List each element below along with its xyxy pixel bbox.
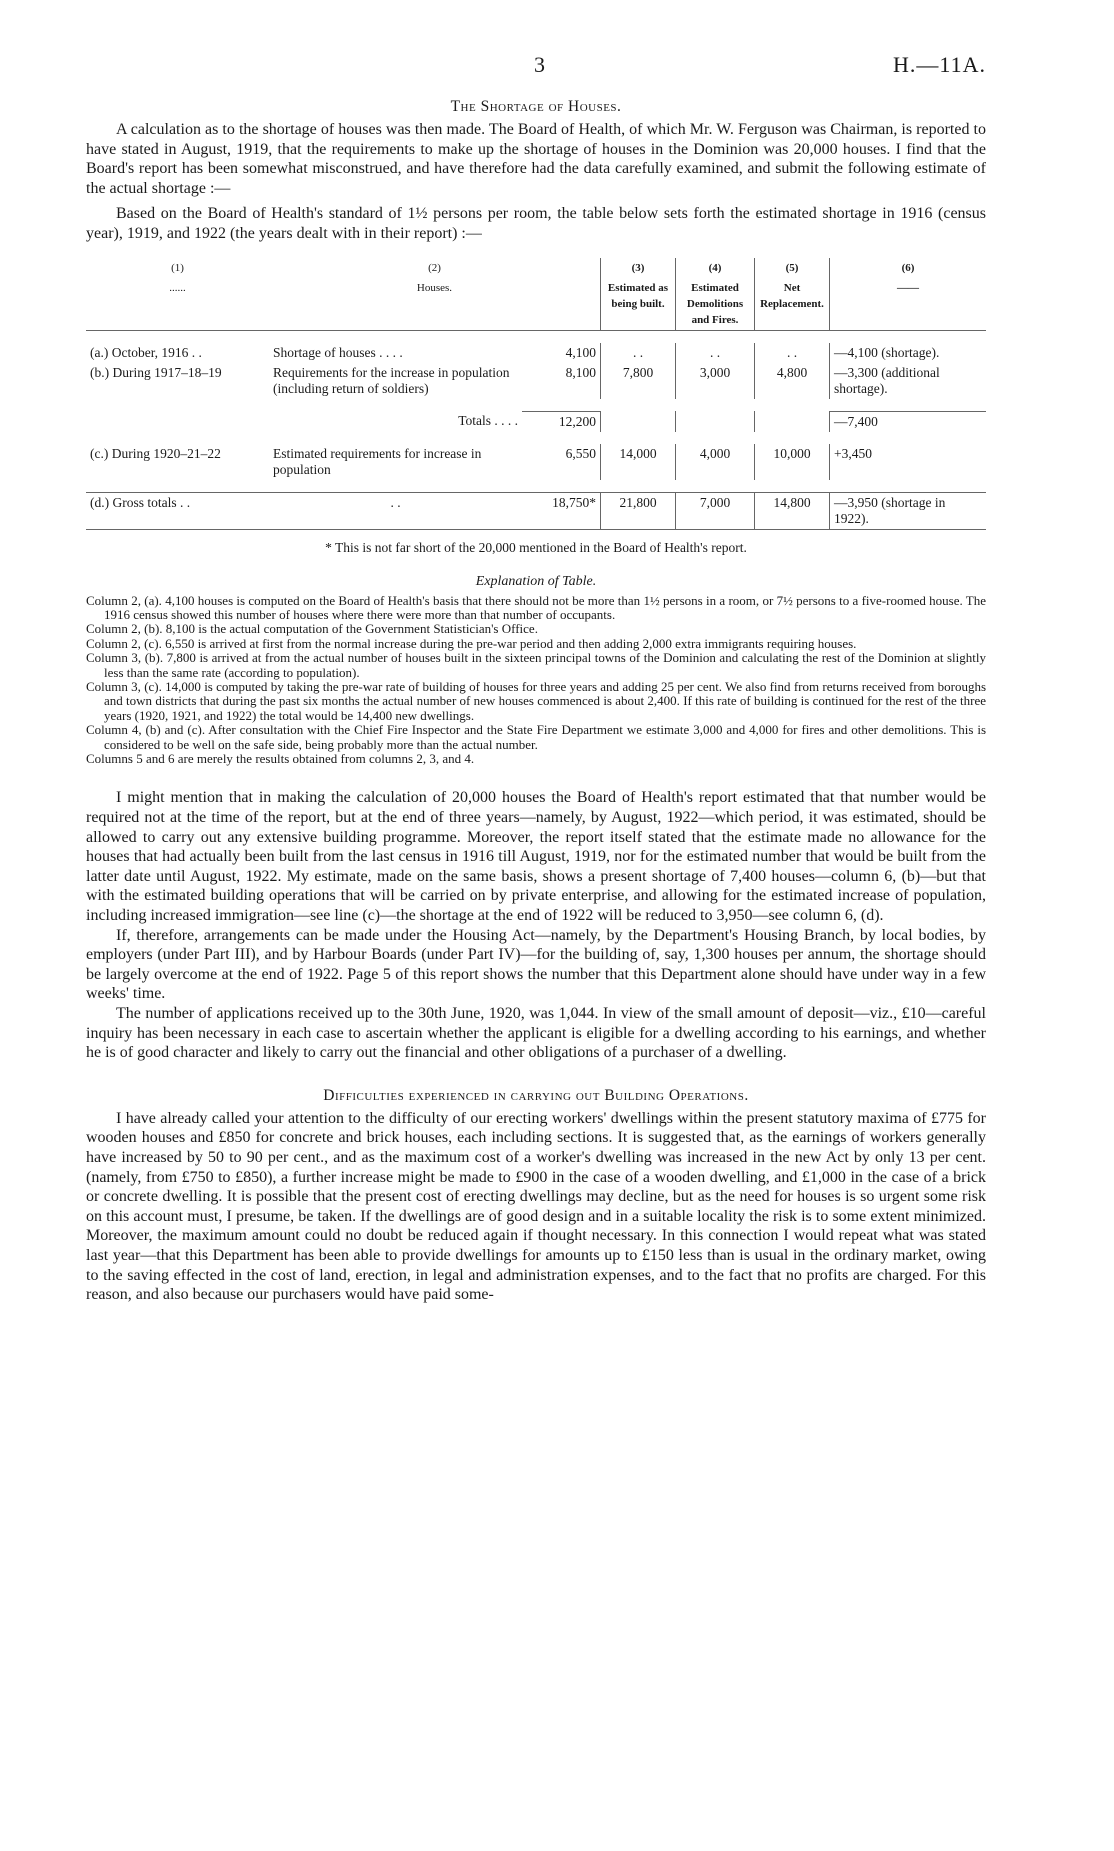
row-col4: . .	[676, 343, 755, 363]
row-description: Estimated requirements for increase in population	[273, 445, 482, 477]
col-header-4: Estimated Demolitions and Fires.	[676, 278, 755, 331]
row-label: (d.) Gross totals . .	[86, 492, 269, 529]
document-page	[86, 52, 986, 1305]
col-number-3: (3)	[601, 258, 676, 278]
row-col4: 7,000	[676, 492, 755, 529]
paragraph-calculation-note: I might mention that in making the calculation of 20,000 houses the Board of Health's report estimated that that number would be required not at the time of the report, but at the end of three years—namely, by August, 1922—which period, it was estimated, should be allowed to carry out any extensive building programme. Moreover, the report itself stated that the estimate made no allowance for the houses that had actually been built from the last census in 1916 till August, 1919, nor for the estimated number that would be built from the latter date until August, 1922. My estimate, made on the same basis, shows a present shortage of 7,400 houses—column 6, (b)—but that with the estimated building operations that will be carried on by private enterprise, and allowing for the estimated increase of population, including increased immigration—see line (c)—the shortage at the end of 1922 will be reduced to 3,950—see column 6, (d).	[86, 789, 986, 924]
row-col6: —3,300 (additional shortage).	[830, 363, 987, 399]
row-col5: 10,000	[755, 444, 830, 480]
table-spacer	[86, 330, 986, 343]
row-col3: 21,800	[601, 492, 676, 529]
row-col5: 14,800	[755, 492, 830, 529]
section-heading-shortage: The Shortage of Houses.	[450, 98, 622, 115]
page-header	[86, 52, 986, 86]
row-label: (b.) During 1917–18–19	[90, 364, 222, 380]
table-spacer	[86, 432, 986, 444]
col-header-5: Net Replacement.	[755, 278, 830, 331]
shortage-table	[86, 258, 986, 530]
totals-col6: —7,400	[830, 411, 987, 432]
row-col6: —4,100 (shortage).	[830, 343, 987, 363]
col-number-1: (1)	[171, 261, 184, 274]
row-col6: +3,450	[830, 444, 987, 480]
table-row-totals	[86, 411, 986, 432]
col-header-6: ——	[830, 278, 987, 331]
row-col5: 4,800	[755, 363, 830, 399]
row-houses: 4,100	[565, 344, 596, 360]
table-header-row	[86, 278, 986, 331]
row-description: Requirements for the increase in population (including return of soldiers)	[273, 364, 510, 396]
col-number-5: (5)	[755, 258, 830, 278]
col-header-1: ......	[86, 278, 269, 331]
table-footnote: * This is not far short of the 20,000 mentioned in the Board of Health's report.	[325, 539, 747, 555]
table-row-gross	[86, 492, 986, 529]
explanation-item: Column 4, (b) and (c). After consultation with the Chief Fire Inspector and the State Fire Department we estimate 3,000 and 4,000 for fires and other demolitions. This is considered to be well on the safe side, being probably more than the actual number.	[86, 722, 986, 752]
row-description: . .	[269, 492, 522, 529]
row-col6: —3,950 (shortage in 1922).	[830, 492, 987, 529]
row-houses: 8,100	[565, 364, 596, 380]
table-column-numbers	[86, 258, 986, 278]
row-houses: 6,550	[565, 445, 596, 461]
explanation-item: Column 2, (b). 8,100 is the actual computation of the Government Statistician's Office.	[86, 621, 538, 637]
row-col3: 7,800	[601, 363, 676, 399]
explanation-title: Explanation of Table.	[475, 573, 597, 589]
explanation-item: Column 3, (b). 7,800 is arrived at from the actual number of houses built in the sixteen principal towns of the Dominion and calculating the rest of the Dominion at slightly less than the same rate (according to population).	[86, 650, 986, 680]
col-header-3: Estimated as being built.	[601, 278, 676, 331]
page-number: 3	[534, 52, 545, 77]
table-spacer	[86, 480, 986, 493]
col-number-2: (2)	[428, 261, 441, 274]
row-col5: . .	[755, 343, 830, 363]
row-col4: 4,000	[676, 444, 755, 480]
explanation-item: Column 3, (c). 14,000 is computed by taking the pre-war rate of building of houses for three years and adding 25 per cent. We also find from returns received from boroughs and town districts that during the past six months the actual number of new houses commenced is about 2,400. If this rate of building is continued for the rest of the three years (1920, 1921, and 1922) the total would be 14,400 new dwellings.	[86, 679, 986, 723]
table-spacer	[86, 399, 986, 412]
row-col3: 14,000	[601, 444, 676, 480]
table-row	[86, 343, 986, 363]
row-col3: . .	[601, 343, 676, 363]
row-col4: 3,000	[676, 363, 755, 399]
table-row	[86, 444, 986, 480]
col-header-2: Houses.	[269, 278, 601, 331]
row-label: (a.) October, 1916 . .	[90, 344, 202, 360]
paragraph-calculation: A calculation as to the shortage of houses was then made. The Board of Health, of which Mr. W. Ferguson was Chairman, is reported to have stated in August, 1919, that the requirements to make up the shortage of houses in the Dominion was 20,000 houses. I find that the Board's report has been somewhat misconstrued, and have therefore had the data carefully examined, and submit the following estimate of the actual shortage :—	[86, 121, 986, 197]
section-heading-difficulties: Difficulties experienced in carrying out Building Operations.	[323, 1086, 749, 1104]
table-row	[86, 363, 986, 399]
explanation-item: Column 2, (c). 6,550 is arrived at first from the normal increase during the pre-war period and then adding 2,000 extra immigrants requiring houses.	[86, 635, 857, 651]
row-description: Shortage of houses . . . .	[273, 344, 403, 360]
totals-label: Totals . . . .	[458, 413, 518, 429]
col-number-4: (4)	[676, 258, 755, 278]
paragraph-housing-act: If, therefore, arrangements can be made under the Housing Act—namely, by the Department's Housing Branch, by local bodies, by employers (under Part III), and by Harbour Boards (under Part IV)—for the building of, say, 1,300 houses per annum, the shortage should be largely overcome at the end of 1922. Page 5 of this report shows the number that this Department alone should have under way in a few weeks' time.	[86, 926, 986, 1003]
row-houses: 18,750*	[522, 492, 601, 529]
explanation-item: Columns 5 and 6 are merely the results obtained from columns 2, 3, and 4.	[86, 751, 475, 767]
paragraph-applications: The number of applications received up to the 30th June, 1920, was 1,044. In view of the small amount of deposit—viz., £10—careful inquiry has been necessary in each case to ascertain whether the applicant is eligible for a dwelling according to his earnings, and whether he is of good character and likely to carry out the financial and other obligations of a purchaser of a dwelling.	[86, 1004, 986, 1062]
explanation-list	[86, 594, 986, 767]
totals-houses: 12,200	[522, 411, 601, 432]
document-reference: H.—11A.	[893, 52, 986, 77]
paragraph-table-intro: Based on the Board of Health's standard of 1½ persons per room, the table below sets forth the estimated shortage in 1916 (census year), 1919, and 1922 (the years dealt with in their report) :—	[86, 205, 986, 242]
col-number-6: (6)	[830, 258, 987, 278]
spacer	[86, 766, 986, 788]
row-label: (c.) During 1920–21–22	[90, 445, 221, 461]
paragraph-difficulties: I have already called your attention to the difficulty of our erecting workers' dwellings within the present statutory maxima of £775 for wooden houses and £850 for concrete and brick houses, each including sections. It is suggested that, as the earnings of workers generally have increased by 50 to 90 per cent., and as the maximum cost of a worker's dwelling was increased in the new Act by only 13 per cent. (namely, from £750 to £850), a further increase might be made to £900 in the case of a wooden dwelling, and £1,000 in the case of a brick or concrete dwelling. It is possible that the present cost of erecting dwellings may decline, but as the need for houses is so urgent some risk on this account must, I presume, be taken. If the dwellings are of good design and in a suitable locality the risk is to some extent minimized. Moreover, the maximum amount could no doubt be reduced again if thought necessary. In this connection I would repeat what was stated last year—that this Department has been able to provide dwellings for amounts up to £150 less than is usual in the ordinary market, owing to the saving effected in the cost of land, erection, in legal and administration expenses, and to the fact that no profits are charged. For this reason, and also because our purchasers would have paid some-	[86, 1109, 986, 1304]
explanation-item: Column 2, (a). 4,100 houses is computed on the Board of Health's basis that there should not be more than 1½ persons in a room, or 7½ persons to a five-roomed house. The 1916 census showed this number of houses where there were more than that number of occupants.	[86, 592, 986, 622]
